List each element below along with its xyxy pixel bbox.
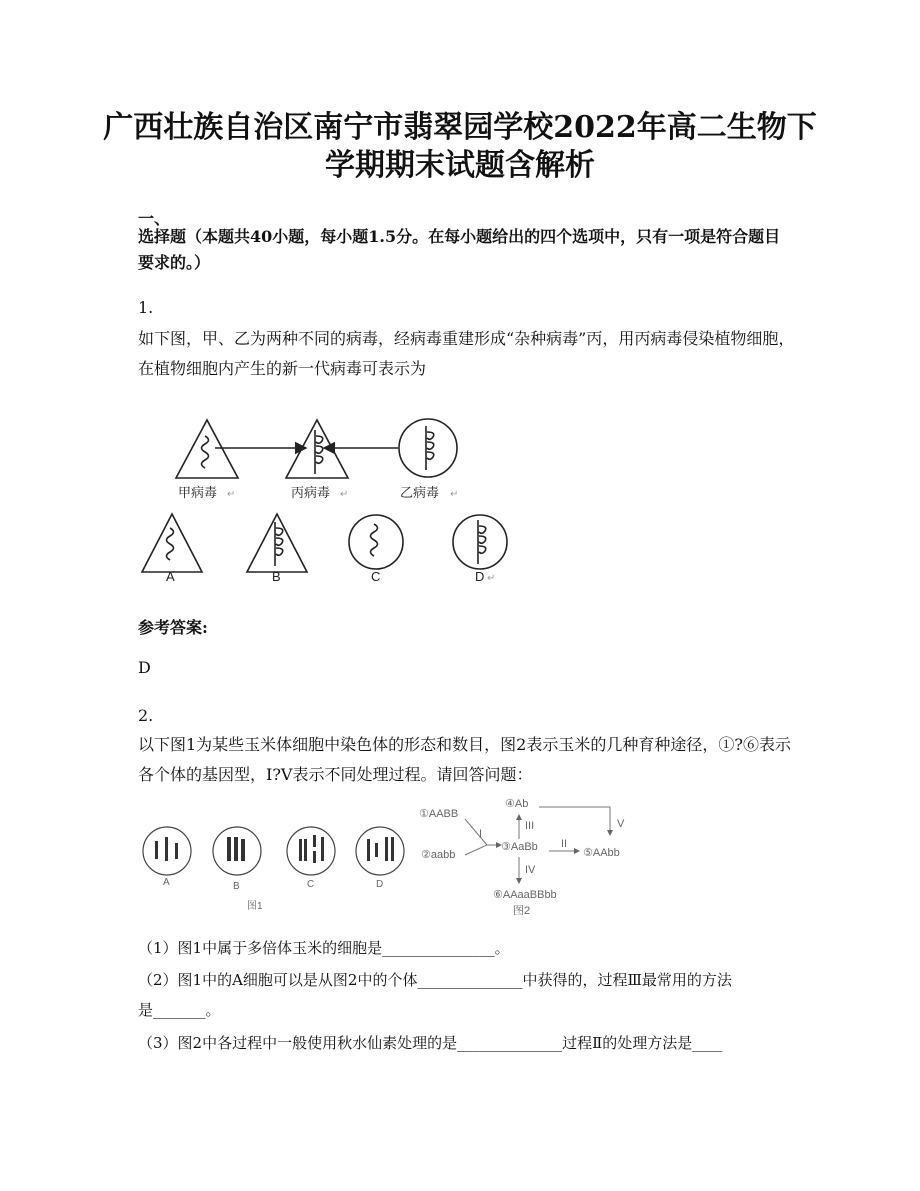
- chromosome: [391, 837, 394, 861]
- return-mark-3: ↵: [450, 489, 459, 500]
- process-v: V: [617, 818, 625, 830]
- node-2: ②aabb: [421, 849, 456, 861]
- option-c-label: C: [371, 569, 381, 584]
- node-3: ③AaBb: [501, 841, 538, 853]
- option-a-capsid: [142, 514, 202, 572]
- virus-jia-genome: [202, 436, 209, 468]
- page-title-line2: 学期期末试题含解析: [325, 148, 595, 183]
- node-4: ④Ab: [505, 798, 529, 810]
- label-jia: 甲病毒: [178, 485, 218, 500]
- cell-d: [356, 827, 404, 875]
- node-6: ⑥AAaaBBbb: [493, 889, 557, 901]
- q2-sub2-line1: （2）图1中的A细胞可以是从图2中的个体______________中获得的，过程Ⅲ最常用的方法: [138, 971, 732, 989]
- return-mark-4: ↵: [487, 573, 496, 584]
- return-mark-2: ↵: [340, 489, 349, 500]
- chromosome: [175, 843, 178, 859]
- cell-a-label: A: [163, 877, 170, 888]
- section-number: 一、: [138, 209, 171, 228]
- q2-sub1: （1）图1中属于多倍体玉米的细胞是_______________。: [138, 939, 510, 957]
- q2-figure1: [135, 825, 415, 915]
- option-b-capsid: [247, 514, 307, 572]
- process-i: I: [479, 828, 483, 840]
- page-title-line1: 广西壮族自治区南宁市翡翠园学校2022年高二生物下: [103, 110, 817, 145]
- node-5: ⑤AAbb: [583, 847, 620, 859]
- option-c-genome: [371, 524, 378, 556]
- chromosome: [165, 837, 168, 861]
- chromosome: [313, 835, 316, 847]
- cell-b-label: B: [233, 881, 240, 892]
- chromosome: [385, 837, 388, 861]
- chromosome: [227, 837, 231, 861]
- q2-figure2: [415, 795, 645, 925]
- process-iii: III: [525, 820, 535, 832]
- option-d-label: D: [475, 569, 485, 584]
- chromosome: [234, 837, 238, 861]
- label-yi: 乙病毒: [400, 485, 440, 500]
- q2-sub2-line2: 是_______。: [138, 1001, 221, 1019]
- cell-d-label: D: [376, 879, 384, 890]
- chromosome: [375, 843, 378, 857]
- option-a-genome: [167, 528, 174, 560]
- arrow-v: [539, 807, 610, 835]
- return-mark-1: ↵: [227, 489, 236, 500]
- option-d-genome: [478, 520, 486, 564]
- process-iv: IV: [525, 864, 536, 876]
- chromosome: [313, 851, 316, 863]
- cell-c: [287, 827, 335, 875]
- option-a-label: A: [166, 569, 175, 584]
- arrow-i-join: [465, 819, 487, 855]
- section-description: 选择题（本题共40小题，每小题1.5分。在每小题给出的四个选项中，只有一项是符合题目要求的。）: [138, 227, 781, 272]
- q2-number: 2.: [138, 706, 154, 725]
- option-b-genome: [275, 522, 283, 566]
- q1-number: 1.: [138, 298, 154, 317]
- figure2-caption: 图2: [513, 905, 531, 917]
- node-1: ①AABB: [419, 808, 459, 820]
- process-ii: II: [561, 838, 568, 850]
- label-bing: 丙病毒: [291, 485, 331, 500]
- q2-text: 以下图1为某些玉米体细胞中染色体的形态和数目，图2表示玉米的几种育种途径，①?⑥表示各个体的基因型，Ⅰ?Ⅴ表示不同处理过程。请回答问题：: [138, 735, 791, 784]
- chromosome: [304, 839, 307, 861]
- q1-answer-label: 参考答案:: [138, 618, 208, 637]
- virus-bing-genome: [315, 430, 323, 474]
- virus-yi-genome: [426, 426, 434, 470]
- q1-figure: [130, 410, 510, 595]
- q1-answer: D: [138, 658, 151, 677]
- virus-bing-capsid: [286, 420, 348, 478]
- chromosome: [241, 839, 245, 861]
- option-b-label: B: [272, 569, 281, 584]
- chromosome: [321, 837, 324, 861]
- q1-text: 如下图，甲、乙为两种不同的病毒，经病毒重建形成“杂种病毒”丙，用丙病毒侵染植物细胞，在植物细胞内产生的新一代病毒可表示为: [138, 329, 795, 378]
- figure1-caption: 图1: [247, 901, 263, 912]
- virus-jia-capsid: [176, 420, 238, 478]
- q2-sub3: （3）图2中各过程中一般使用秋水仙素处理的是______________过程Ⅱ的处理方法是____: [138, 1034, 723, 1052]
- chromosome: [155, 841, 158, 859]
- chromosome: [299, 839, 302, 861]
- chromosome: [367, 839, 370, 861]
- cell-c-label: C: [307, 879, 315, 890]
